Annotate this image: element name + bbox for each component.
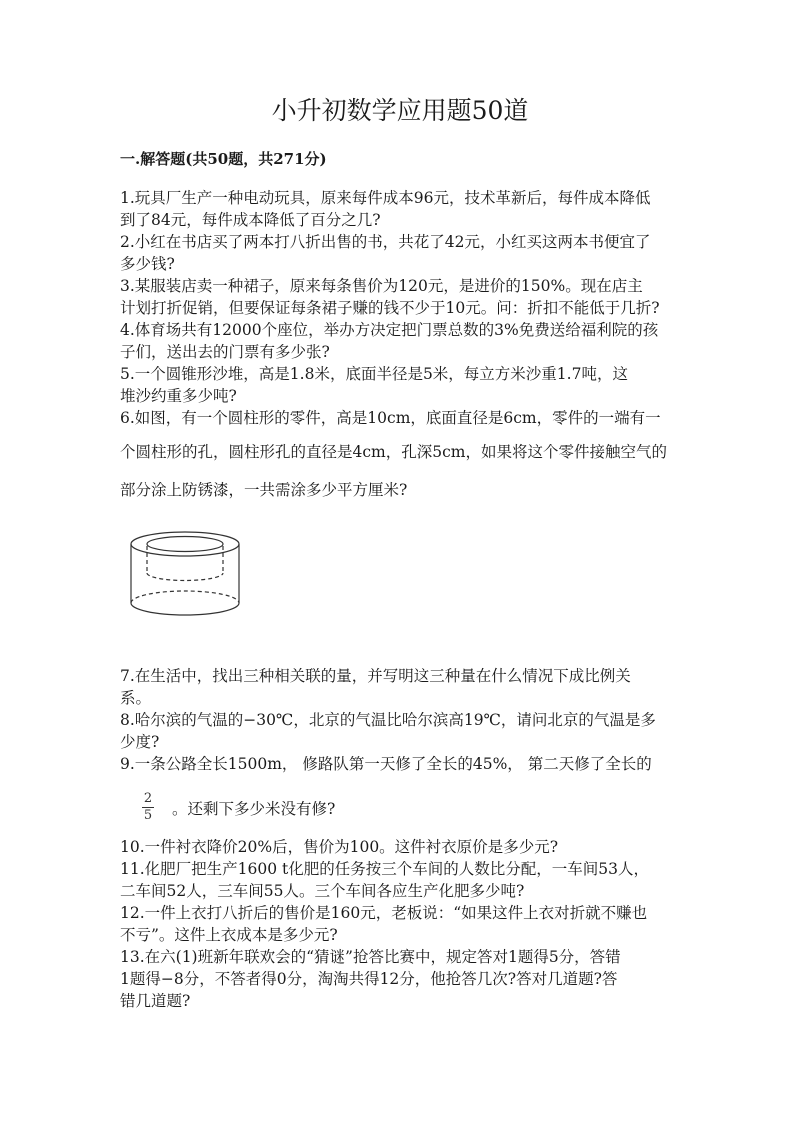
- fraction-numerator: 2: [143, 791, 153, 806]
- fraction-denominator: 5: [143, 808, 153, 823]
- cylinder-figure: [128, 528, 248, 623]
- question-line: 计划打折促销，但要保证每条裙子赚的钱不少于10元。问：折扣不能低于几折?: [120, 299, 660, 317]
- question-line: 二车间52人，三车间55人。三个车间各应生产化肥多少吨?: [120, 882, 525, 900]
- question-line: 个圆柱形的孔，圆柱形孔的直径是4cm，孔深5cm，如果将这个零件接触空气的: [120, 443, 667, 461]
- question-line: 部分涂上防锈漆，一共需涂多少平方厘米?: [120, 481, 408, 499]
- question-line: 12.一件上衣打八折后的售价是160元，老板说：“如果这件上衣对折就不赚也: [120, 904, 648, 922]
- question-line: 6.如图，有一个圆柱形的零件，高是10cm，底面直径是6cm，零件的一端有一: [120, 409, 661, 427]
- question-line: 4.体育场共有12000个座位，举办方决定把门票总数的3%免费送给福利院的孩: [120, 321, 659, 339]
- question-line: 13.在六(1)班新年联欢会的“猜谜”抢答比赛中，规定答对1题得5分，答错: [120, 948, 621, 966]
- fraction: [142, 792, 154, 823]
- question-line: 少度?: [120, 733, 160, 751]
- question-line: 。还剩下多少米没有修?: [172, 800, 336, 818]
- question-line: 到了84元，每件成本降低了百分之几?: [120, 211, 381, 229]
- question-line: 10.一件衬衣降价20%后，售价为100。这件衬衣原价是多少元?: [120, 838, 558, 856]
- question-line: 5.一个圆锥形沙堆，高是1.8米，底面半径是5米，每立方米沙重1.7吨，这: [120, 365, 628, 383]
- question-line: 11.化肥厂把生产1600 t化肥的任务按三个车间的人数比分配，一车间53人，: [120, 860, 649, 878]
- question-line: 子们，送出去的门票有多少张?: [120, 343, 330, 361]
- question-line: 7.在生活中，找出三种相关联的量，并写明这三种量在什么情况下成比例关: [120, 667, 631, 685]
- question-line: 错几道题?: [120, 992, 191, 1010]
- question-line: 堆沙约重多少吨?: [120, 387, 237, 405]
- question-line: 不亏”。这件上衣成本是多少元?: [120, 926, 338, 944]
- question-line: 8.哈尔滨的气温的−30℃，北京的气温比哈尔滨高19℃，请问北京的气温是多: [120, 711, 656, 729]
- question-line: 3.某服装店卖一种裙子，原来每条售价为120元，是进价的150%。现在店主: [120, 277, 643, 295]
- question-line: 2.小红在书店买了两本打八折出售的书，共花了42元，小红买这两本书便宜了: [120, 233, 651, 251]
- question-line: 1.玩具厂生产一种电动玩具，原来每件成本96元，技术革新后，每件成本降低: [120, 189, 651, 207]
- question-line: 系。: [120, 689, 152, 707]
- page-title: 小升初数学应用题50道: [271, 96, 529, 125]
- section-heading: 一.解答题(共50题，共271分): [120, 150, 327, 168]
- question-line: 9.一条公路全长1500m， 修路队第一天修了全长的45%， 第二天修了全长的: [120, 755, 652, 773]
- question-line: 多少钱?: [120, 255, 175, 273]
- question-line: 1题得−8分，不答者得0分，淘淘共得12分，他抢答几次?答对几道题?答: [120, 970, 618, 988]
